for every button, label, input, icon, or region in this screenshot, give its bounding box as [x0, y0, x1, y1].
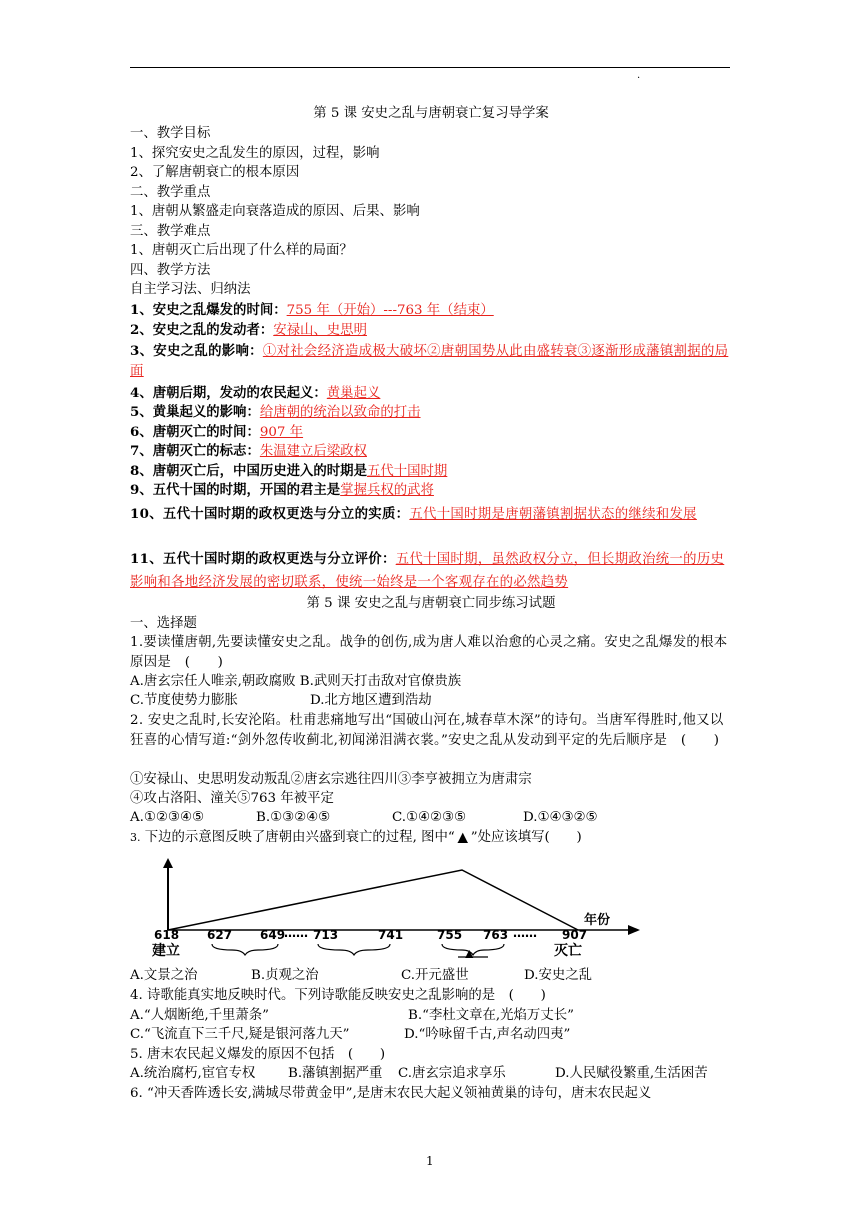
qa-answer: 朱温建立后梁政权 — [259, 444, 367, 459]
q3-stem-a: 下边的示意图反映了唐朝由兴盛到衰亡的过程, 图中“ — [144, 830, 455, 845]
axis-label: 年份 — [584, 913, 611, 928]
qa-item-6 — [130, 422, 732, 443]
qa-item-5 — [130, 402, 732, 423]
trend-line — [168, 870, 578, 930]
guide-line: 1、唐朝从繁盛走向衰落造成的原因、后果、影响 — [130, 204, 420, 219]
qa-question: 7、唐朝灭亡的标志： — [130, 443, 260, 459]
header-rule — [130, 67, 730, 68]
tick-label: 649 — [260, 928, 286, 942]
section-heading: 三、教学难点 — [130, 224, 211, 239]
q2-items-1: ①安禄山、史思明发动叛乱②唐玄宗逃往四川③李亨被拥立为唐肃宗 — [130, 772, 532, 787]
x-axis-arrow — [628, 925, 640, 935]
qa-item-3 — [130, 341, 732, 382]
qa-answer: ①对社会经济造成极大破坏②唐朝国势从此由盛转衰③逐渐形成藩镇割据的局面 — [130, 344, 729, 379]
q5-option-d: D.人民赋役繁重,生活困苦 — [555, 1066, 708, 1081]
q1-option-d: D.北方地区遭到浩劫 — [310, 693, 432, 708]
q2-option-b: B.①③②④⑤ — [256, 810, 331, 825]
tick-label: 713 — [313, 928, 339, 942]
qa-question: 5、黄巢起义的影响： — [130, 404, 260, 420]
qa-item-1 — [130, 300, 732, 321]
qa-answer: 907 年 — [259, 425, 304, 440]
qa-item-8 — [130, 461, 732, 482]
q4-option-c: C.“飞流直下三千尺,疑是银河落九天” — [130, 1027, 350, 1042]
guide-line: 1、探究安史之乱发生的原因，过程，影响 — [130, 146, 380, 161]
qa-question: 1、安史之乱爆发的时间： — [130, 302, 287, 318]
tang-timeline-diagram — [150, 858, 660, 958]
guide-title: 第 5 课 安史之乱与唐朝衰亡复习导学案 — [313, 106, 549, 121]
qa-answer: 五代十国时期，虽然政权分立，但长期政治统一的历史影响和各地经济发展的密切联系，使统一始终是一个客观存在的必然趋势 — [130, 552, 725, 590]
qa-answer: 755 年（开始）---763 年（结束） — [286, 303, 494, 318]
page-number: 1 — [426, 1154, 434, 1168]
qa-item-7 — [130, 441, 732, 462]
section-heading: 四、教学方法 — [130, 263, 211, 278]
section-heading: 一、选择题 — [130, 616, 197, 631]
guide-line: 2、了解唐朝衰亡的根本原因 — [130, 165, 300, 180]
qa-item-2 — [130, 320, 732, 341]
q5-option-c: C.唐玄宗追求享乐 — [398, 1066, 506, 1081]
q3-number: 3. — [130, 831, 141, 844]
tick-label: 627 — [207, 928, 233, 942]
brace-627-649 — [212, 944, 278, 955]
qa-question: 4、唐朝后期，发动的农民起义： — [130, 385, 327, 401]
qa-answer: 掌握兵权的武将 — [340, 483, 434, 498]
q2-option-a: A.①②③④⑤ — [130, 810, 204, 825]
q3-option-d: D.安史之乱 — [524, 968, 593, 983]
qa-item-4 — [130, 383, 732, 404]
qa-answer: 给唐朝的统治以致命的打击 — [259, 405, 421, 420]
qa-question: 8、唐朝灭亡后，中国历史进入的时期是 — [130, 463, 367, 479]
q1-stem: 1.要读懂唐朝,先要读懂安史之乱。战争的创伤,成为唐人难以治愈的心灵之痛。安史之乱爆发的根本原因是 ( ) — [130, 635, 728, 670]
q6-stem: 6. “冲天香阵透长安,满城尽带黄金甲”,是唐末农民大起义领袖黄巢的诗句，唐末农民起义 — [130, 1086, 652, 1101]
q5-option-b: B.藩镇割据严重 — [288, 1066, 383, 1081]
tick-label: 763 — [483, 928, 509, 942]
qa-item-10 — [130, 503, 732, 526]
q3-blank: ▲ — [457, 830, 468, 845]
qa-item-11 — [130, 548, 732, 594]
section-heading: 一、教学目标 — [130, 126, 211, 141]
qa-item-9 — [130, 480, 732, 501]
ellipsis: …… — [513, 926, 537, 940]
tick-label: 741 — [378, 928, 404, 942]
q3-stem-b: ”处应该填写( ) — [470, 830, 582, 845]
end-label: 灭亡 — [554, 943, 582, 958]
q3-option-b: B.贞观之治 — [251, 968, 319, 983]
tick-label: 907 — [562, 928, 588, 942]
q1-options: A.唐玄宗任人唯亲,朝政腐败 B.武则天打击敌对官僚贵族 — [130, 674, 462, 689]
q2-option-d: D.①④③②⑤ — [523, 810, 598, 825]
qa-answer: 黄巢起义 — [326, 386, 381, 401]
q4-stem: 4. 诗歌能真实地反映时代。下列诗歌能反映安史之乱影响的是 ( ) — [130, 988, 546, 1003]
qa-question: 2、安史之乱的发动者： — [130, 322, 274, 338]
q2-items-2: ④攻占洛阳、潼关⑤763 年被平定 — [130, 791, 334, 806]
q2-stem: 2. 安史之乱时,长安沦陷。杜甫悲痛地写出“国破山河在,城春草木深”的诗句。当唐军得胜时,他又以狂喜的心情写道:“剑外忽传收蓟北,初闻涕泪满衣裳。”安史之乱从发动到平定的先后顺序是 ( ) — [130, 713, 724, 748]
qa-answer: 安禄山、史思明 — [273, 323, 367, 338]
exercise-title: 第 5 课 安史之乱与唐朝衰亡同步练习试题 — [306, 596, 556, 611]
qa-answer: 五代十国时期是唐朝藩镇割据状态的继续和发展 — [409, 507, 697, 522]
start-label: 建立 — [152, 943, 180, 958]
q3-option-c: C.开元盛世 — [401, 968, 469, 983]
q4-option-b: B.“李杜文章在,光焰万丈长” — [408, 1008, 574, 1023]
q4-option-d: D.“吟咏留千古,声名动四夷” — [404, 1027, 571, 1042]
guide-line: 1、唐朝灭亡后出现了什么样的局面？ — [130, 243, 353, 258]
q5-option-a: A.统治腐朽,宦官专权 — [130, 1066, 256, 1081]
section-heading: 二、教学重点 — [130, 185, 211, 200]
tick-label: 755 — [437, 928, 463, 942]
qa-question: 10、五代十国时期的政权更迭与分立的实质： — [130, 506, 410, 522]
marker-triangle: ▲ — [465, 947, 474, 958]
header-dot: . — [637, 70, 641, 81]
q3-stem — [130, 828, 732, 848]
tick-label: 618 — [154, 928, 180, 942]
qa-question: 3、安史之乱的影响： — [130, 343, 263, 359]
q2-option-c: C.①④②③⑤ — [392, 810, 467, 825]
q1-option-c: C.节度使势力膨胀 — [130, 693, 238, 708]
brace-713-741 — [318, 944, 390, 955]
qa-question: 9、五代十国的时期，开国的君主是 — [130, 482, 341, 498]
guide-line: 自主学习法、归纳法 — [130, 282, 251, 297]
qa-answer: 五代十国时期 — [366, 464, 448, 479]
qa-question: 11、五代十国时期的政权更迭与分立评价： — [130, 551, 396, 567]
qa-question: 6、唐朝灭亡的时间： — [130, 424, 260, 440]
y-axis-arrow — [163, 858, 173, 868]
q4-option-a: A.“人烟断绝,千里萧条” — [130, 1008, 269, 1023]
q5-stem: 5. 唐末农民起义爆发的原因不包括 ( ) — [130, 1047, 386, 1062]
q3-option-a: A.文景之治 — [130, 968, 198, 983]
ellipsis: …… — [284, 926, 308, 940]
